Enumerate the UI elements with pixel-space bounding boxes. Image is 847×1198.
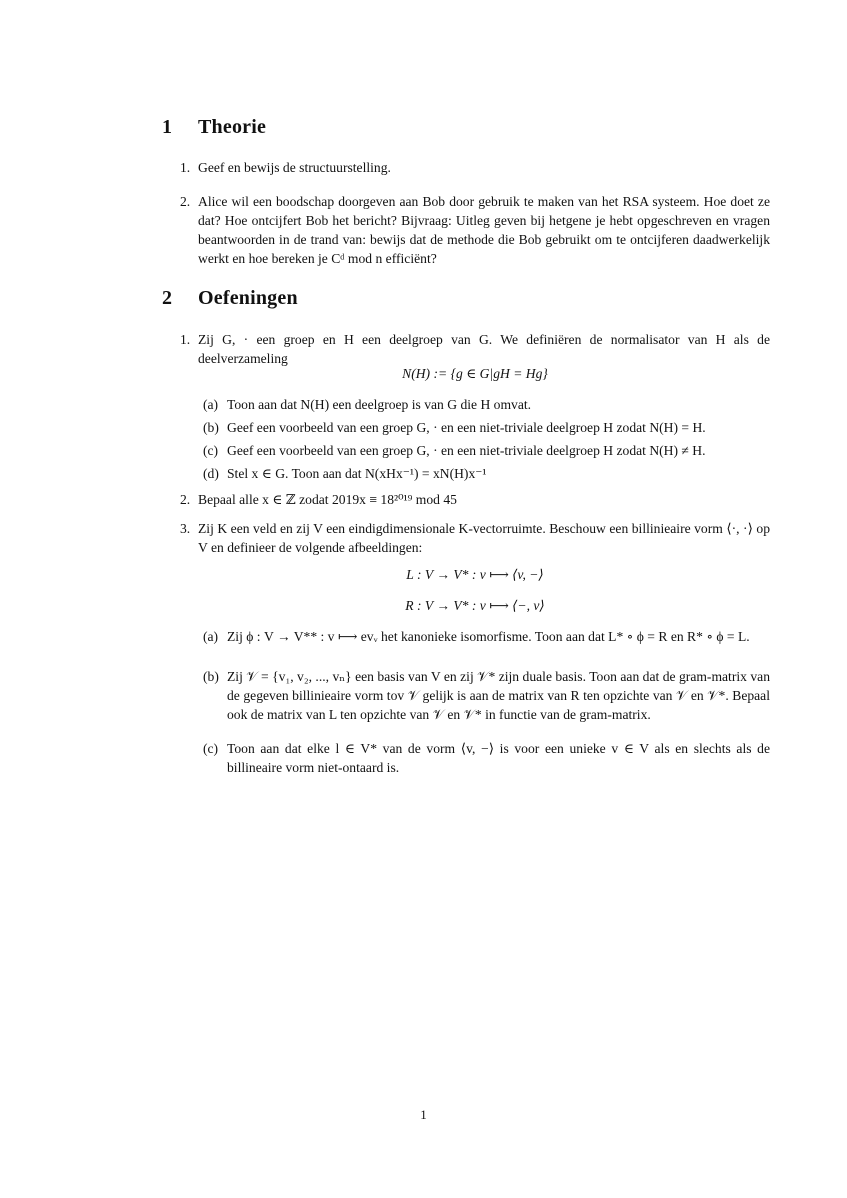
- item-number: 2.: [180, 194, 191, 209]
- subitem-text: Toon aan dat elke l ∈ V* van de vorm ⟨v, −⟩ is voor een unieke v ∈ V als en slechts als de billineaire vorm niet-ontaard is.: [227, 741, 770, 775]
- subitem-text: Zij ϕ : V → V** : v ⟼ evᵥ het kanonieke isomorfisme. Toon aan dat L* ∘ ϕ = R en R* ∘ ϕ = L.: [227, 629, 750, 644]
- section-heading-theorie: [162, 116, 266, 139]
- section-number: 2: [162, 287, 173, 309]
- subitem-label: (d): [203, 466, 219, 481]
- map-L-definition: L : V → V* : v ⟼ ⟨v, −⟩: [406, 567, 544, 582]
- item-number: 2.: [180, 492, 191, 507]
- subitem-label: (a): [203, 629, 219, 644]
- oefening-item-1: [180, 330, 770, 368]
- item-text: Bepaal alle x ∈ ℤ zodat 2019x ≡ 18²⁰¹⁹ mod 45: [198, 492, 457, 507]
- item-text: Zij K een veld en zij V een eindigdimensionale K-vectorruimte. Beschouw een billinieaire vorm ⟨·, ·⟩ op V en definieer de volgende afbeeldingen:: [198, 521, 770, 555]
- item-text: Alice wil een boodschap doorgeven aan Bob door gebruik te maken van het RSA systeem. Hoe doet ze dat? Hoe ontcijfert Bob het bericht? Bijvraag: Uitleg geven bij hetgene je hebt opgeschreven en vragen beantwoorden in de trand van: bewijs dat de methode die Bob gebruikt om te ontcijferen daadwerkelijk werkt en hoe bereken je Cᵈ mod n efficiënt?: [198, 194, 770, 266]
- item-number: 1.: [180, 160, 191, 175]
- oefening-3-subitem-a: [203, 627, 770, 646]
- subitem-label: (c): [203, 741, 219, 756]
- item-number: 3.: [180, 521, 191, 536]
- oefening-1-subitem-b: [203, 418, 770, 437]
- normalisator-definition: N(H) := {g ∈ G|gH = Hg}: [402, 366, 548, 381]
- theorie-item-1: [180, 158, 770, 177]
- oefening-3-subitem-c: [203, 739, 770, 777]
- oefening-1-subitem-a: [203, 395, 770, 414]
- subitem-text: Zij 𝒱 = {v₁, v₂, ..., vₙ} een basis van V en zij 𝒱* zijn duale basis. Toon aan dat de gram-matrix van de gegeven billinieaire vorm tov 𝒱 gelijk is aan de matrix van R ten opzichte van 𝒱 en 𝒱*. Bepaal ook de matrix van L ten opzichte van 𝒱 en 𝒱* in functie van de gram-matrix.: [227, 669, 770, 722]
- item-text: Zij G, · een groep en H een deelgroep van G. We definiëren de normalisator van H als de deelverzameling: [198, 332, 770, 366]
- oefening-1-subitem-d: [203, 464, 770, 483]
- item-number: 1.: [180, 332, 191, 347]
- oefening-3-subitem-b: [203, 667, 770, 724]
- section-title: Oefeningen: [198, 287, 298, 309]
- subitem-text: Stel x ∈ G. Toon aan dat N(xHx⁻¹) = xN(H)x⁻¹: [227, 466, 487, 481]
- section-heading-oefeningen: [162, 287, 298, 310]
- oefening-1-subitem-c: [203, 441, 770, 460]
- subitem-label: (b): [203, 669, 219, 684]
- oefening-item-2: [180, 490, 770, 509]
- subitem-label: (a): [203, 397, 219, 412]
- item-text: Geef en bewijs de structuurstelling.: [198, 160, 391, 175]
- page-number: 1: [420, 1107, 427, 1122]
- subitem-label: (b): [203, 420, 219, 435]
- map-R-definition: R : V → V* : v ⟼ ⟨−, v⟩: [405, 598, 545, 613]
- subitem-text: Geef een voorbeeld van een groep G, · en een niet-triviale deelgroep H zodat N(H) = H.: [227, 420, 706, 435]
- theorie-item-2: [180, 192, 770, 268]
- section-number: 1: [162, 116, 173, 138]
- section-title: Theorie: [198, 116, 267, 138]
- subitem-text: Toon aan dat N(H) een deelgroep is van G die H omvat.: [227, 397, 532, 412]
- subitem-text: Geef een voorbeeld van een groep G, · en een niet-triviale deelgroep H zodat N(H) ≠ H.: [227, 443, 706, 458]
- subitem-label: (c): [203, 443, 219, 458]
- oefening-item-3: [180, 519, 770, 557]
